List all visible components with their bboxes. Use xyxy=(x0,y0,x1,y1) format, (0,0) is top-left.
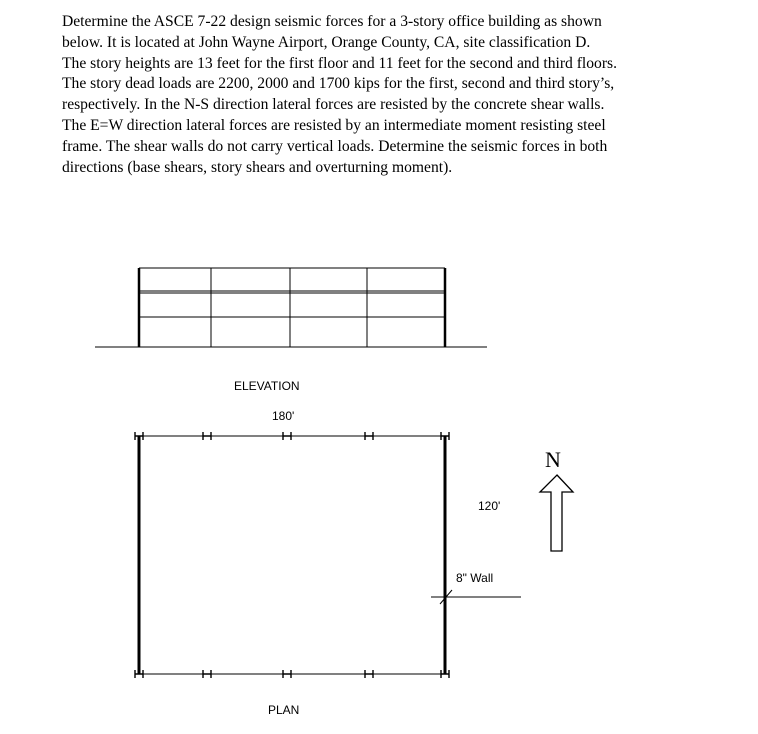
steel-column-icon xyxy=(203,670,211,678)
steel-columns xyxy=(135,432,449,678)
north-arrow-icon xyxy=(540,475,573,551)
plan-caption: PLAN xyxy=(268,703,300,717)
problem-line: directions (base shears, story shears and overturning moment). xyxy=(62,158,453,176)
problem-line: below. It is located at John Wayne Airport, Orange County, CA, site classification D. xyxy=(62,33,591,51)
steel-column-icon xyxy=(365,432,373,440)
problem-line: Determine the ASCE 7-22 design seismic forces for a 3-story office building as shown xyxy=(62,13,602,30)
problem-line: The E=W direction lateral forces are resisted by an intermediate moment resisting steel xyxy=(62,116,606,134)
steel-column-icon xyxy=(283,432,291,440)
steel-column-icon xyxy=(283,670,291,678)
elevation-caption: ELEVATION xyxy=(234,379,300,393)
elevation-drawing xyxy=(95,268,487,347)
plan-depth-dimension: 120' xyxy=(478,499,501,513)
problem-line: respectively. In the N-S direction lateral forces are resisted by the concrete shear walls. xyxy=(62,96,605,114)
problem-line: The story heights are 13 feet for the first floor and 11 feet for the second and third floors. xyxy=(62,54,617,72)
north-label: N xyxy=(545,447,561,472)
problem-line: The story dead loads are 2200, 2000 and 1700 kips for the first, second and third story’s, xyxy=(62,75,615,93)
wall-note: 8" Wall xyxy=(456,571,494,585)
steel-column-icon xyxy=(203,432,211,440)
steel-column-icon xyxy=(365,670,373,678)
plan-drawing xyxy=(139,436,521,674)
plan-width-dimension: 180' xyxy=(272,409,295,423)
problem-line: frame. The shear walls do not carry vertical loads. Determine the seismic forces in both xyxy=(62,137,608,155)
